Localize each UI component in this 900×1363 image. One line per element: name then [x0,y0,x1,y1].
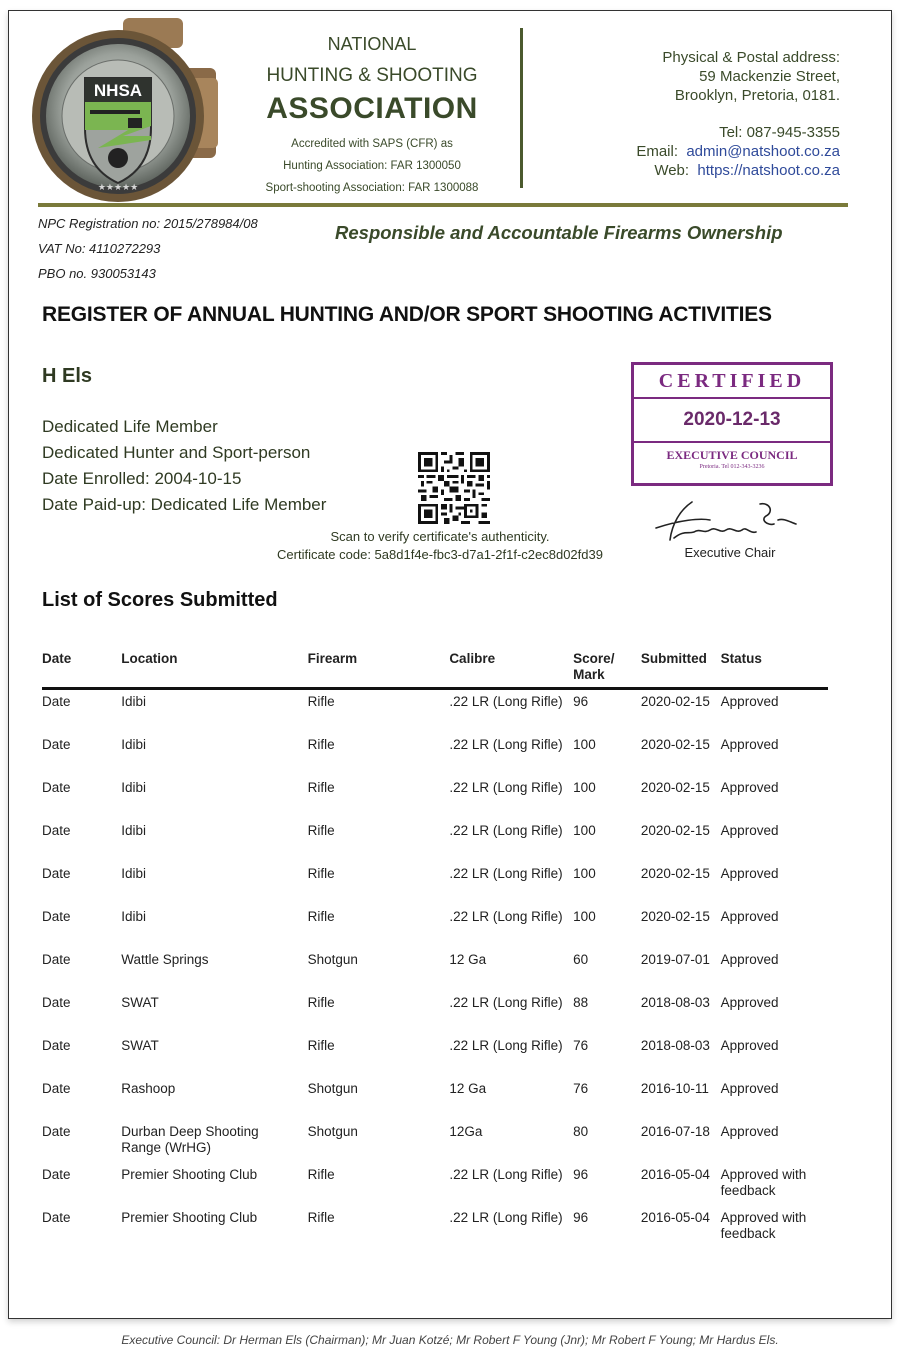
cell-score: 80 [573,1124,589,1139]
table-row [42,776,828,819]
vat-number: VAT No: 4110272293 [38,241,161,256]
cell-status: Approved [720,694,779,709]
cell-calibre: .22 LR (Long Rifle) [449,1210,563,1225]
cell-location: Idibi [121,780,147,795]
cell-location: Idibi [121,866,147,881]
table-row [42,689,828,734]
stamp-council: EXECUTIVE COUNCIL [666,448,798,462]
accreditation-line: Accredited with SAPS (CFR) as [291,138,453,150]
column-header-submitted: Submitted [641,651,721,689]
slogan: Responsible and Accountable Firearms Ownership [335,222,783,243]
cell-status: Approved [720,737,779,752]
cell-score: 88 [573,995,589,1010]
table-header-row [42,651,828,689]
cell-location: Wattle Springs [121,952,209,967]
cell-score: 100 [573,737,596,752]
cell-calibre: .22 LR (Long Rifle) [449,909,563,924]
accreditation-line: Sport-shooting Association: FAR 1300088 [265,182,479,194]
web-link[interactable]: https://natshoot.co.za [697,162,840,179]
header-divider [520,28,523,188]
cell-location: Premier Shooting Club [121,1167,258,1182]
cell-status: Approved [720,1081,779,1096]
verification-block [250,528,630,564]
cell-status: Approved [720,866,779,881]
table-row [42,862,828,905]
cell-submitted: 2016-07-18 [640,1124,710,1139]
signature-icon [650,490,810,550]
scores-table [42,651,828,1249]
cell-status: Approved [720,780,779,795]
cell-calibre: .22 LR (Long Rifle) [449,823,563,838]
cell-firearm: Rifle [307,823,335,838]
nhsa-logo-icon [28,18,228,208]
address-line: Brooklyn, Pretoria, 0181. [674,87,840,104]
email-link[interactable]: admin@natshoot.co.za [686,143,840,160]
cell-status: Approved [720,952,779,967]
column-header-calibre: Calibre [449,651,573,689]
cell-score: 100 [573,909,596,924]
cell-firearm: Shotgun [307,1081,358,1096]
cell-location: Idibi [121,694,147,709]
cell-score: 96 [573,1210,589,1225]
table-row [42,1120,828,1163]
address-line: 59 Mackenzie Street, [699,68,840,85]
email-label: Email: [636,143,678,160]
cell-location: SWAT [121,1038,159,1053]
cell-location: Idibi [121,737,147,752]
cell-submitted: 2018-08-03 [640,995,710,1010]
stamp-subtext: Pretoria. Tel 012-343-3236 [699,464,765,470]
cell-score: 100 [573,780,596,795]
cell-calibre: 12Ga [449,1124,483,1139]
cell-location: Idibi [121,823,147,838]
table-row [42,948,828,991]
cell-firearm: Rifle [307,1038,335,1053]
registration-block [38,211,258,286]
cell-calibre: .22 LR (Long Rifle) [449,1038,563,1053]
cell-score: 100 [573,866,596,881]
cell-score: 60 [573,952,589,967]
scan-instruction: Scan to verify certificate's authenticity. [330,529,550,544]
cell-submitted: 2020-02-15 [640,823,710,838]
cell-firearm: Rifle [307,737,335,752]
cell-calibre: .22 LR (Long Rifle) [449,780,563,795]
contact-block [560,48,840,180]
column-header-score: Score/ Mark [573,651,641,689]
cell-score: 100 [573,823,596,838]
date-paid-up: Date Paid-up: Dedicated Life Member [42,495,327,514]
header-line-association: ASSOCIATION [266,92,478,125]
cell-firearm: Rifle [307,780,335,795]
cell-status: Approved with feedback [720,1210,807,1241]
cell-status: Approved with feedback [720,1167,807,1198]
cell-submitted: 2019-07-01 [640,952,710,967]
page-title: REGISTER OF ANNUAL HUNTING AND/OR SPORT SHOOTING ACTIVITIES [42,303,772,326]
column-header-firearm: Firearm [308,651,450,689]
pbo-number: PBO no. 930053143 [38,266,156,281]
cell-submitted: 2020-02-15 [640,866,710,881]
header-line-hunting: HUNTING & SHOOTING [266,65,478,86]
table-row [42,991,828,1034]
cell-firearm: Rifle [307,866,335,881]
table-row [42,819,828,862]
certificate-code: Certificate code: 5a8d1f4e-fbc3-d7a1-2f1f-c2ec8d02fd39 [277,547,603,562]
accreditation-line: Hunting Association: FAR 1300050 [283,160,461,172]
npc-registration: NPC Registration no: 2015/278984/08 [38,216,258,231]
certified-stamp [631,362,833,486]
cell-location: Idibi [121,909,147,924]
cell-date: Date [42,737,71,752]
cell-status: Approved [720,1124,779,1139]
telephone: Tel: 087-945-3355 [719,124,840,141]
cell-score: 76 [573,1081,589,1096]
address-label: Physical & Postal address: [662,49,840,66]
cell-calibre: .22 LR (Long Rifle) [449,737,563,752]
column-header-date: Date [42,651,121,689]
column-header-location: Location [121,651,307,689]
cell-date: Date [42,780,71,795]
table-row [42,1034,828,1077]
cell-date: Date [42,823,71,838]
cell-firearm: Rifle [307,1167,335,1182]
cell-calibre: 12 Ga [449,952,487,967]
cell-date: Date [42,909,71,924]
table-row [42,1077,828,1120]
cell-calibre: .22 LR (Long Rifle) [449,694,563,709]
association-header [240,30,504,199]
table-row [42,1163,828,1206]
table-row [42,1206,828,1249]
signature-label: Executive Chair [684,545,776,560]
cell-firearm: Rifle [307,909,335,924]
stamp-heading: CERTIFIED [634,365,830,399]
stamp-date: 2020-12-13 [634,399,830,443]
cell-date: Date [42,1210,71,1225]
cell-submitted: 2016-05-04 [640,1210,710,1225]
scores-section-title: List of Scores Submitted [42,589,278,611]
cell-status: Approved [720,909,779,924]
cell-score: 96 [573,1167,589,1182]
cell-date: Date [42,1124,71,1139]
membership-type: Dedicated Life Member [42,417,218,436]
cell-date: Date [42,866,71,881]
svg-text:★★★★★: ★★★★★ [97,182,139,192]
cell-date: Date [42,995,71,1010]
cell-firearm: Shotgun [307,1124,358,1139]
cell-date: Date [42,1167,71,1182]
web-label: Web: [654,162,690,179]
cell-firearm: Rifle [307,995,335,1010]
table-row [42,905,828,948]
member-name: H Els [42,365,93,387]
cell-calibre: 12 Ga [449,1081,487,1096]
column-header-status: Status [721,651,828,689]
cell-date: Date [42,694,71,709]
qr-code-icon[interactable] [418,452,490,524]
cell-submitted: 2020-02-15 [640,780,710,795]
cell-date: Date [42,952,71,967]
cell-status: Approved [720,823,779,838]
cell-score: 76 [573,1038,589,1053]
cell-submitted: 2020-02-15 [640,694,710,709]
header-line-national: NATIONAL [327,34,417,54]
cell-status: Approved [720,995,779,1010]
cell-score: 96 [573,694,589,709]
cell-submitted: 2016-05-04 [640,1167,710,1182]
cell-calibre: .22 LR (Long Rifle) [449,995,563,1010]
executive-council-footer: Executive Council: Dr Herman Els (Chairman); Mr Juan Kotzé; Mr Robert F Young (Jnr); Mr Robert F Young; Mr Hardus Els. [121,1333,779,1347]
cell-location: Premier Shooting Club [121,1210,258,1225]
table-row [42,733,828,776]
date-enrolled: Date Enrolled: 2004-10-15 [42,469,242,488]
cell-location: Rashoop [121,1081,176,1096]
member-category: Dedicated Hunter and Sport-person [42,443,311,462]
cell-submitted: 2018-08-03 [640,1038,710,1053]
cell-firearm: Rifle [307,1210,335,1225]
cell-firearm: Rifle [307,694,335,709]
member-details [42,414,326,518]
cell-date: Date [42,1081,71,1096]
header-rule [38,203,848,207]
cell-submitted: 2020-02-15 [640,909,710,924]
cell-calibre: .22 LR (Long Rifle) [449,1167,563,1182]
cell-date: Date [42,1038,71,1053]
cell-location: SWAT [121,995,159,1010]
cell-submitted: 2020-02-15 [640,737,710,752]
cell-status: Approved [720,1038,779,1053]
cell-firearm: Shotgun [307,952,358,967]
cell-submitted: 2016-10-11 [640,1081,709,1096]
cell-location: Durban Deep Shooting Range (WrHG) [121,1124,259,1155]
svg-text:NHSA: NHSA [93,81,143,100]
cell-calibre: .22 LR (Long Rifle) [449,866,563,881]
